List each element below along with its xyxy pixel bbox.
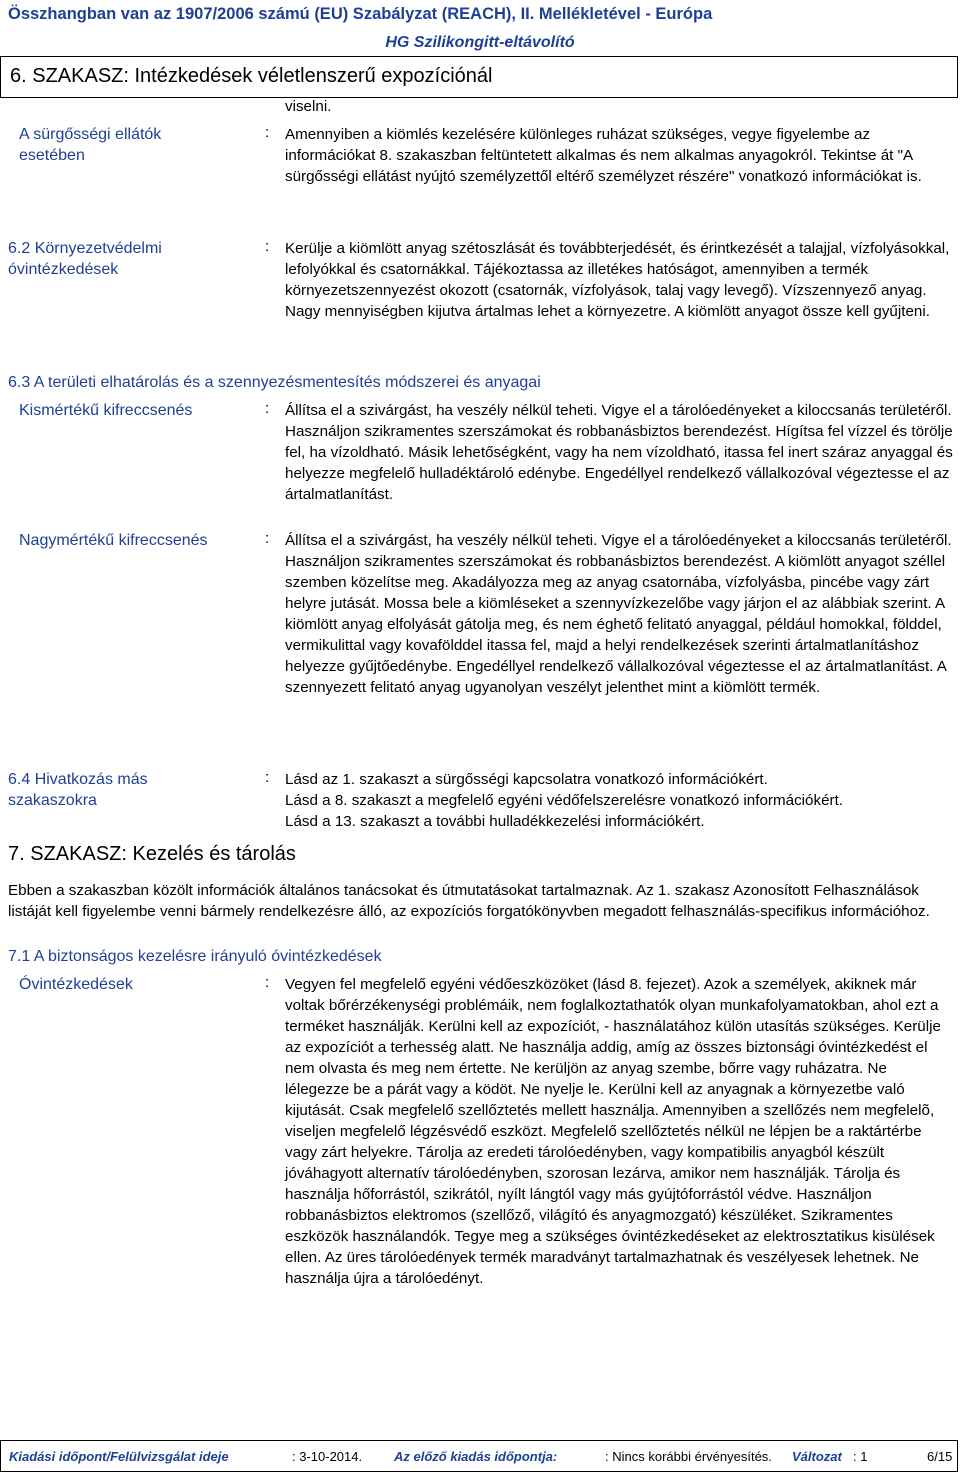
small-spill-colon: : bbox=[265, 400, 270, 417]
precautions-text: Vegyen fel megfelelő egyéni védőeszközöket (lásd 8. fejezet). Azok a személyek, akiknek már voltak bőrérzékenységi problémáik, nem foglalkoztathatók olyan munkafolyamatokban, ahol ezt a terméket használják. Kerülni kell az expozíciót, - használatához külön utasítás szükséges. Kerülje az expozíciót a terhesség alatt. Ne használja addig, amíg az összes biztonsági óvintézkedést el nem olvasta és meg nem értette. Ne kerüljön az anyag szembe, bőrre vagy ruházatra. Ne lélegezze be a párát vagy a ködöt. Ne nyelje le. Kerülni kell az anyagnak a környezetbe való kijutását. Csak megfelelő szellőztetés mellett használja. Amennyiben a szellőzés nem megfelelõ, viseljen megfelelő légzésvédő eszközt. Megfelelő szellőztetés nélkül ne lépjen be a raktártérbe vagy zárt helyekre. Tárolja az eredeti tárolóedényben, vagy kompatibilis anyagból készült jóváhagyott alternatív tárolóedényben, szorosan lezárva, amikor nem használják. Tárolja és használja hőforrástól, szikrától, nyílt lángtól vagy más gyújtóforrástól védve. Használjon robbanásbiztos elektromos (szellőző, világító és anyagmozgató) készüléket. Szikramentes eszközök használandók. Tegye meg a szükséges óvintézkedéseket az elektrosztatikus kisülések ellen. Az üres tárolóedények termék maradványt tartalmazhatnak és veszélyesek lehetnek. Ne használja újra a tárolóedényt. bbox=[285, 976, 941, 1287]
precautions-label: Óvintézkedések bbox=[19, 976, 133, 993]
section-6-title: 6. SZAKASZ: Intézkedések véletlenszerű expozíciónál bbox=[10, 65, 493, 87]
large-spill-colon: : bbox=[265, 530, 270, 547]
issue-date-value: : 3-10-2014. bbox=[292, 1449, 363, 1464]
section-6-header bbox=[0, 56, 958, 98]
emergency-colon: : bbox=[265, 124, 270, 141]
small-spill-label: Kismértékű kifreccsenés bbox=[19, 402, 193, 419]
large-spill-text: Állítsa el a szivárgást, ha veszély nélkül teheti. Vigye el a tárolóedényeket a kiloccsanás területéről. Használjon szikramentes szerszámokat és robbanásbiztos berendezést. A kiömlött anyagot széllel szemben közelítse meg. Akadályozza meg az anyag csatornába, vízfolyásba, pincébe vagy zárt helyre jutását. Mossa bele a kiömléseket a szennyvízkezelőbe vagy járjon el az alábbiak szerint. A kiömlött anyag elfolyását gátolja meg, és nem éghető felitató anyaggal, például homokkal, földdel, vermikulittal vagy kovafölddel itassa fel, majd a helyi rendelkezések szerinti ártalmatlanításhoz helyezze gyűjtőedénybe. Engedéllyel rendelkező vállalkozóval végeztesse el az ártalmatlanítást. A szennyezett felitató anyag ugyanolyan veszélyt jelenthet mint a kiömlött termék. bbox=[285, 532, 952, 696]
references-list bbox=[285, 769, 953, 832]
page-number: 6/15 bbox=[927, 1449, 953, 1464]
containment-methods-title: 6.3 A területi elhatárolás és a szennyezésmentesítés módszerei és anyagai bbox=[8, 374, 541, 391]
emergency-responders-label: A sürgősségi ellátók esetében bbox=[19, 126, 162, 164]
document-header-title: Összhangban van az 1907/2006 számú (EU) Szabályzat (REACH), II. Mellékletével - Európa bbox=[8, 5, 713, 23]
reference-item: Lásd a 13. szakaszt a további hulladékkezelési információkért. bbox=[285, 813, 705, 830]
product-name: HG Szilikongitt-eltávolító bbox=[385, 34, 575, 51]
references-colon: : bbox=[265, 769, 270, 786]
small-spill-text: Állítsa el a szivárgást, ha veszély nélkül teheti. Vigye el a tárolóedényeket a kiloccsanás területéről. Használjon szikramentes szerszámokat és robbanásbiztos berendezést. Hígítsa fel vízzel és törölje fel, ha vízoldható. Másik lehetőségként, vagy ha nem vízoldható, itassa fel inert száraz anyaggal és helyezze megfelelő hulladéktároló edénybe. Engedéllyel rendelkező vállalkozóval végeztesse el az ártalmatlanítást. bbox=[285, 402, 953, 503]
issue-date-label: Kiadási időpont/Felülvizsgálat ideje bbox=[9, 1449, 229, 1464]
section-7-intro: Ebben a szakaszban közölt információk általános tanácsokat és útmutatásokat tartalmaznak. Az 1. szakasz Azonosított Felhasználások listáját kell figyelembe venni bármely rendelkezésre álló, az expozíciós forgatókönyvben megadott felhasználás-specifikus információhoz. bbox=[8, 882, 930, 920]
previous-issue-label: Az előző kiadás időpontja: bbox=[394, 1449, 558, 1464]
environmental-precautions-label: 6.2 Környezetvédelmi óvintézkedések bbox=[8, 240, 162, 278]
emergency-responders-text: Amennyiben a kiömlés kezelésére különleges ruházat szükséges, vegye figyelembe az információkat 8. szakaszban feltüntetett alkalmas és nem alkalmas anyagokról. Tekintse át "A sürgősségi ellátást nyújtó személyzettől eltérő személyzet részére" vonatkozó információkat is. bbox=[285, 126, 922, 185]
environmental-colon: : bbox=[265, 238, 270, 255]
large-spill-label: Nagymértékű kifreccsenés bbox=[19, 532, 208, 549]
page-footer bbox=[0, 1440, 958, 1472]
version-value: : 1 bbox=[853, 1449, 868, 1464]
safe-handling-title: 7.1 A biztonságos kezelésre irányuló óvintézkedések bbox=[8, 948, 382, 965]
reference-item: Lásd az 1. szakaszt a sürgősségi kapcsolatra vonatkozó információkért. bbox=[285, 771, 768, 788]
section-7-title: 7. SZAKASZ: Kezelés és tárolás bbox=[8, 843, 296, 865]
previous-issue-value: : Nincs korábbi érvényesítés. bbox=[605, 1449, 772, 1464]
version-label: Változat bbox=[792, 1449, 842, 1464]
reference-item: Lásd a 8. szakaszt a megfelelő egyéni védőfelszerelésre vonatkozó információkért. bbox=[285, 792, 844, 809]
continued-text: viselni. bbox=[285, 98, 332, 115]
references-label: 6.4 Hivatkozás más szakaszokra bbox=[8, 771, 148, 809]
environmental-precautions-text: Kerülje a kiömlött anyag szétoszlását és továbbterjedését, és érintkezését a talajjal, vízfolyásokkal, lefolyókkal és csatornákkal. Tájékoztassa az illetékes hatóságot, amennyiben a termék környezetszennyezést okozott (csatornák, vízfolyások, talaj vagy levegő). Vízszennyező anyag. Nagy mennyiségben kijutva ártalmas lehet a környezetre. A kiömlött anyagot össze kell gyűjteni. bbox=[285, 240, 950, 320]
precautions-colon: : bbox=[265, 974, 270, 991]
